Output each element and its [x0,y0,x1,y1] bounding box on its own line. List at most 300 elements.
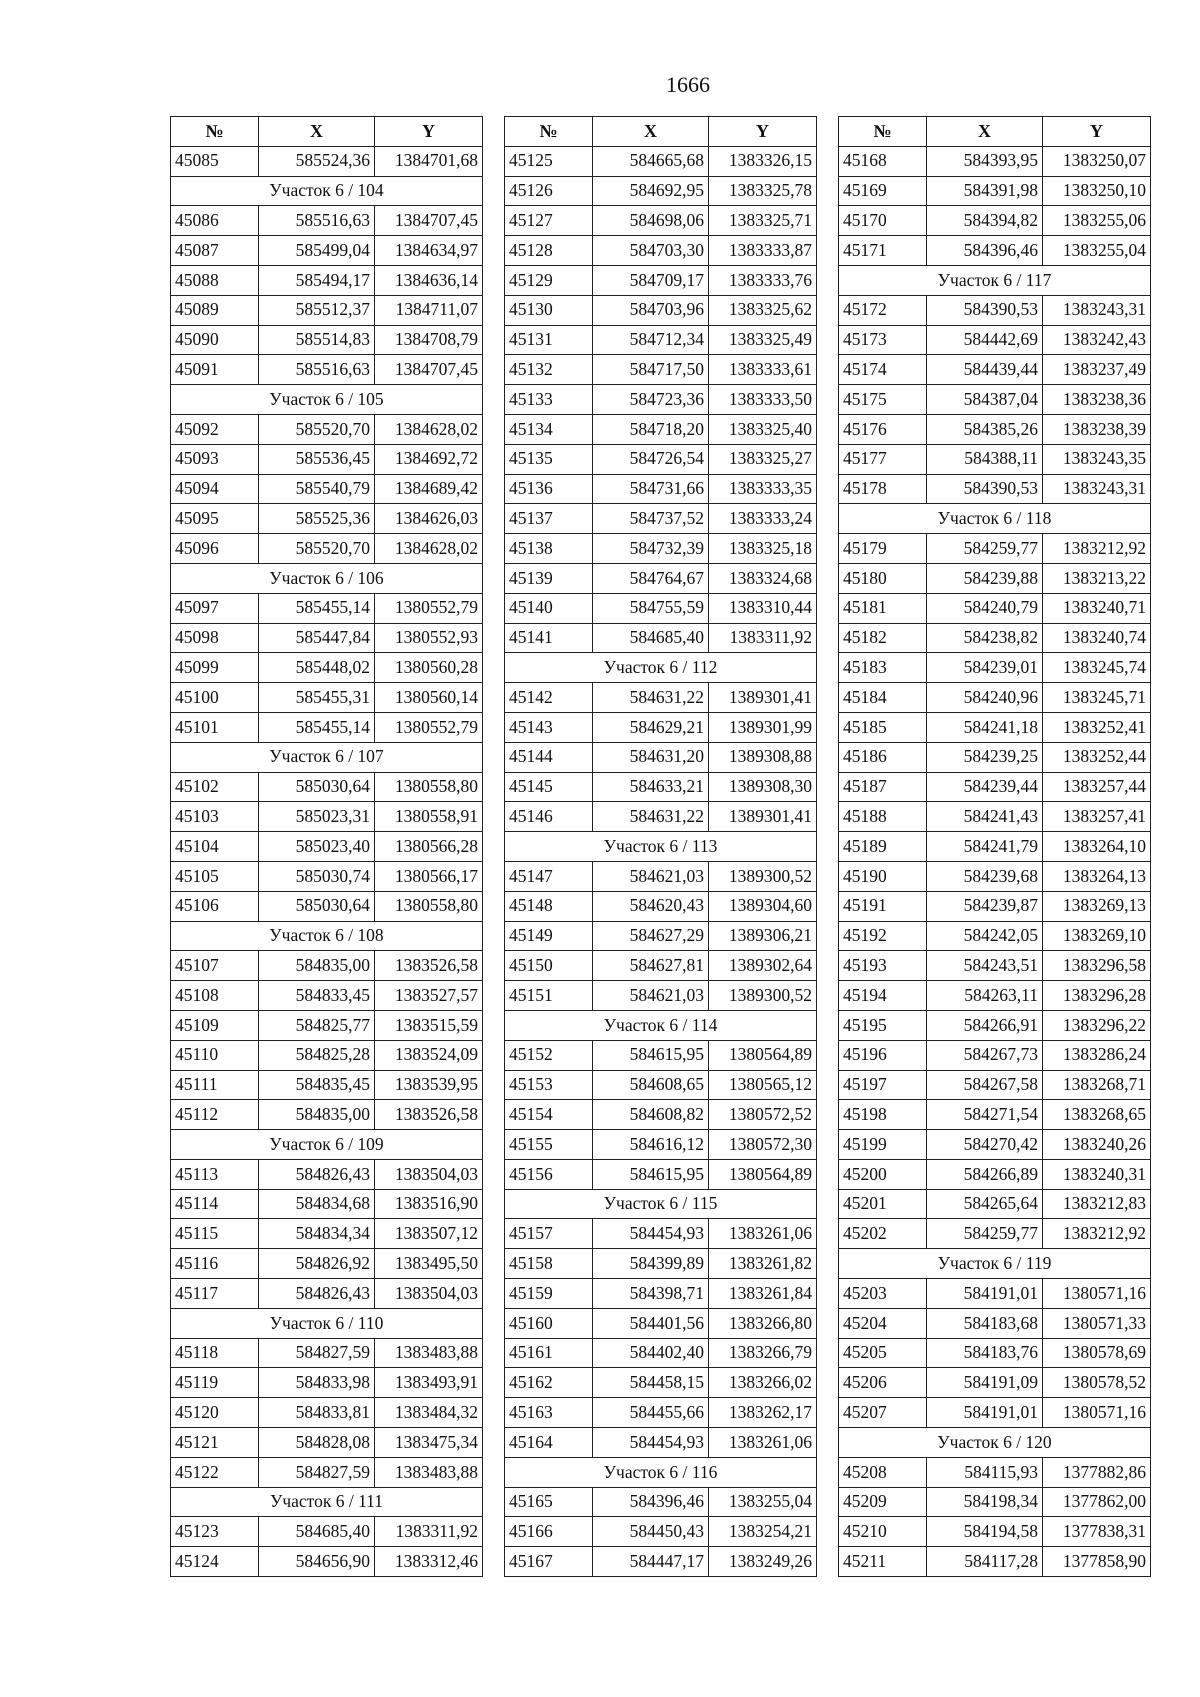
x-coordinate: 584385,26 [927,414,1043,444]
y-coordinate: 1384692,72 [375,444,483,474]
x-coordinate: 584390,53 [927,474,1043,504]
y-coordinate: 1380566,17 [375,861,483,891]
x-coordinate: 584401,56 [593,1308,709,1338]
table-row [171,1279,483,1309]
point-number: 45153 [505,1070,593,1100]
x-coordinate: 584393,95 [927,146,1043,176]
y-coordinate: 1389301,99 [709,712,817,742]
table-row [839,802,1151,832]
table-row [171,504,483,534]
point-number: 45163 [505,1398,593,1428]
point-number: 45192 [839,921,927,951]
point-number: 45134 [505,414,593,444]
x-coordinate: 584454,93 [593,1219,709,1249]
section-title: Участок 6 / 115 [505,1189,817,1219]
x-coordinate: 584833,98 [259,1368,375,1398]
point-number: 45122 [171,1457,259,1487]
point-number: 45113 [171,1159,259,1189]
table-row [171,1010,483,1040]
table-row [839,1010,1151,1040]
y-coordinate: 1383333,24 [709,504,817,534]
section-row [171,921,483,951]
section-title: Участок 6 / 111 [171,1487,483,1517]
x-coordinate: 584616,12 [593,1130,709,1160]
x-coordinate: 584239,25 [927,742,1043,772]
point-number: 45135 [505,444,593,474]
x-coordinate: 584703,96 [593,295,709,325]
x-coordinate: 584240,96 [927,683,1043,713]
table-row [505,504,817,534]
point-number: 45101 [171,712,259,742]
y-coordinate: 1383249,26 [709,1547,817,1577]
x-coordinate: 584398,71 [593,1279,709,1309]
point-number: 45129 [505,265,593,295]
x-coordinate: 584239,88 [927,563,1043,593]
x-coordinate: 584835,00 [259,951,375,981]
section-row [505,832,817,862]
x-coordinate: 584833,81 [259,1398,375,1428]
x-coordinate: 584394,82 [927,206,1043,236]
y-coordinate: 1389302,64 [709,951,817,981]
y-coordinate: 1383243,31 [1043,295,1151,325]
table-row [171,951,483,981]
x-coordinate: 584825,28 [259,1040,375,1070]
table-row [505,742,817,772]
table-row [839,1219,1151,1249]
point-number: 45092 [171,414,259,444]
point-number: 45172 [839,295,927,325]
y-coordinate: 1384626,03 [375,504,483,534]
point-number: 45103 [171,802,259,832]
y-coordinate: 1383483,88 [375,1338,483,1368]
table-row [505,265,817,295]
x-coordinate: 584194,58 [927,1517,1043,1547]
y-coordinate: 1380560,14 [375,683,483,713]
table-row [839,206,1151,236]
x-coordinate: 584266,89 [927,1159,1043,1189]
table-row [171,593,483,623]
y-coordinate: 1380571,16 [1043,1398,1151,1428]
x-coordinate: 585499,04 [259,236,375,266]
table-row [505,921,817,951]
y-coordinate: 1383310,44 [709,593,817,623]
table-row [505,176,817,206]
table-row [505,861,817,891]
point-number: 45170 [839,206,927,236]
y-coordinate: 1383243,35 [1043,444,1151,474]
x-coordinate: 584241,18 [927,712,1043,742]
y-coordinate: 1389301,41 [709,802,817,832]
point-number: 45099 [171,653,259,683]
table-row [839,1189,1151,1219]
table-row [505,891,817,921]
y-coordinate: 1384628,02 [375,414,483,444]
point-number: 45106 [171,891,259,921]
x-coordinate: 584615,95 [593,1040,709,1070]
table-row [839,653,1151,683]
point-number: 45186 [839,742,927,772]
table-row [505,414,817,444]
table-row [839,1040,1151,1070]
x-coordinate: 584267,58 [927,1070,1043,1100]
x-coordinate: 585030,64 [259,772,375,802]
table-row [839,951,1151,981]
point-number: 45108 [171,981,259,1011]
table-row [505,1279,817,1309]
section-title: Участок 6 / 106 [171,563,483,593]
x-coordinate: 584390,53 [927,295,1043,325]
table-row [505,325,817,355]
y-coordinate: 1389304,60 [709,891,817,921]
section-title: Участок 6 / 104 [171,176,483,206]
table-row [171,206,483,236]
y-coordinate: 1383254,21 [709,1517,817,1547]
table-row [171,981,483,1011]
y-coordinate: 1383261,06 [709,1219,817,1249]
y-coordinate: 1383255,04 [709,1487,817,1517]
section-row [171,176,483,206]
x-coordinate: 584835,00 [259,1100,375,1130]
section-title: Участок 6 / 109 [171,1130,483,1160]
y-coordinate: 1389300,52 [709,981,817,1011]
point-number: 45201 [839,1189,927,1219]
y-coordinate: 1383524,09 [375,1040,483,1070]
x-coordinate: 585455,14 [259,712,375,742]
y-coordinate: 1383266,02 [709,1368,817,1398]
point-number: 45174 [839,355,927,385]
section-row [839,504,1151,534]
y-coordinate: 1389301,41 [709,683,817,713]
y-coordinate: 1383484,32 [375,1398,483,1428]
x-coordinate: 584723,36 [593,385,709,415]
y-coordinate: 1383252,41 [1043,712,1151,742]
table-row [505,563,817,593]
x-coordinate: 584243,51 [927,951,1043,981]
x-coordinate: 584238,82 [927,623,1043,653]
y-coordinate: 1383504,03 [375,1159,483,1189]
x-coordinate: 585455,14 [259,593,375,623]
header-y: Y [1043,117,1151,147]
point-number: 45089 [171,295,259,325]
point-number: 45198 [839,1100,927,1130]
x-coordinate: 584115,93 [927,1457,1043,1487]
point-number: 45110 [171,1040,259,1070]
y-coordinate: 1380572,52 [709,1100,817,1130]
point-number: 45116 [171,1249,259,1279]
y-coordinate: 1384707,45 [375,206,483,236]
x-coordinate: 584191,01 [927,1398,1043,1428]
y-coordinate: 1380564,89 [709,1040,817,1070]
point-number: 45165 [505,1487,593,1517]
table-row [171,444,483,474]
y-coordinate: 1377838,31 [1043,1517,1151,1547]
y-coordinate: 1383475,34 [375,1428,483,1458]
coordinate-table-middle [504,116,816,1577]
point-number: 45137 [505,504,593,534]
table-row [839,295,1151,325]
section-title: Участок 6 / 108 [171,921,483,951]
x-coordinate: 584732,39 [593,534,709,564]
table-row [505,951,817,981]
section-row [171,1308,483,1338]
table-row [505,1487,817,1517]
x-coordinate: 584620,43 [593,891,709,921]
y-coordinate: 1383257,41 [1043,802,1151,832]
table-row [839,355,1151,385]
x-coordinate: 584633,21 [593,772,709,802]
point-number: 45211 [839,1547,927,1577]
table-row [839,683,1151,713]
y-coordinate: 1383504,03 [375,1279,483,1309]
x-coordinate: 584755,59 [593,593,709,623]
x-coordinate: 584399,89 [593,1249,709,1279]
point-number: 45107 [171,951,259,981]
x-coordinate: 584455,66 [593,1398,709,1428]
table-row [505,1130,817,1160]
y-coordinate: 1383286,24 [1043,1040,1151,1070]
point-number: 45130 [505,295,593,325]
x-coordinate: 584608,82 [593,1100,709,1130]
x-coordinate: 584834,68 [259,1189,375,1219]
point-number: 45105 [171,861,259,891]
x-coordinate: 585030,64 [259,891,375,921]
x-coordinate: 584835,45 [259,1070,375,1100]
x-coordinate: 584239,01 [927,653,1043,683]
x-coordinate: 584709,17 [593,265,709,295]
section-title: Участок 6 / 112 [505,653,817,683]
y-coordinate: 1383296,28 [1043,981,1151,1011]
table-row [505,981,817,1011]
y-coordinate: 1384628,02 [375,534,483,564]
point-number: 45200 [839,1159,927,1189]
x-coordinate: 584698,06 [593,206,709,236]
y-coordinate: 1383527,57 [375,981,483,1011]
y-coordinate: 1377862,00 [1043,1487,1151,1517]
y-coordinate: 1383333,61 [709,355,817,385]
y-coordinate: 1383212,92 [1043,1219,1151,1249]
section-title: Участок 6 / 105 [171,385,483,415]
point-number: 45091 [171,355,259,385]
section-row [171,385,483,415]
y-coordinate: 1383515,59 [375,1010,483,1040]
y-coordinate: 1383333,76 [709,265,817,295]
y-coordinate: 1383255,04 [1043,236,1151,266]
table-row [505,1070,817,1100]
section-row [171,1487,483,1517]
table-row [505,355,817,385]
y-coordinate: 1380552,79 [375,712,483,742]
y-coordinate: 1383526,58 [375,1100,483,1130]
table-row [505,474,817,504]
y-coordinate: 1383262,17 [709,1398,817,1428]
point-number: 45194 [839,981,927,1011]
point-number: 45148 [505,891,593,921]
table-row [171,1189,483,1219]
y-coordinate: 1383526,58 [375,951,483,981]
table-row [171,1428,483,1458]
x-coordinate: 585520,70 [259,534,375,564]
coordinate-table [838,116,1151,1577]
table-row [505,1249,817,1279]
x-coordinate: 584442,69 [927,325,1043,355]
x-coordinate: 584631,22 [593,802,709,832]
section-row [839,1428,1151,1458]
y-coordinate: 1383516,90 [375,1189,483,1219]
x-coordinate: 584259,77 [927,534,1043,564]
header-x: X [593,117,709,147]
x-coordinate: 584387,04 [927,385,1043,415]
point-number: 45205 [839,1338,927,1368]
y-coordinate: 1377882,86 [1043,1457,1151,1487]
x-coordinate: 585448,02 [259,653,375,683]
section-title: Участок 6 / 120 [839,1428,1151,1458]
y-coordinate: 1383245,74 [1043,653,1151,683]
y-coordinate: 1383324,68 [709,563,817,593]
y-coordinate: 1383266,80 [709,1308,817,1338]
point-number: 45168 [839,146,927,176]
x-coordinate: 584615,95 [593,1159,709,1189]
section-title: Участок 6 / 114 [505,1010,817,1040]
y-coordinate: 1384636,14 [375,265,483,295]
table-row [505,236,817,266]
table-row [839,1308,1151,1338]
table-row [171,534,483,564]
x-coordinate: 585455,31 [259,683,375,713]
y-coordinate: 1383296,58 [1043,951,1151,981]
point-number: 45104 [171,832,259,862]
x-coordinate: 584240,79 [927,593,1043,623]
x-coordinate: 584450,43 [593,1517,709,1547]
y-coordinate: 1383539,95 [375,1070,483,1100]
x-coordinate: 584388,11 [927,444,1043,474]
y-coordinate: 1383266,79 [709,1338,817,1368]
x-coordinate: 584764,67 [593,563,709,593]
y-coordinate: 1383261,82 [709,1249,817,1279]
point-number: 45156 [505,1159,593,1189]
header-y: Y [375,117,483,147]
table-row [171,1547,483,1577]
table-row [505,1338,817,1368]
section-title: Участок 6 / 116 [505,1457,817,1487]
point-number: 45111 [171,1070,259,1100]
y-coordinate: 1383261,84 [709,1279,817,1309]
y-coordinate: 1380565,12 [709,1070,817,1100]
y-coordinate: 1383255,06 [1043,206,1151,236]
table-row [505,593,817,623]
section-row [839,265,1151,295]
table-row [839,742,1151,772]
x-coordinate: 584737,52 [593,504,709,534]
point-number: 45160 [505,1308,593,1338]
table-row [505,385,817,415]
x-coordinate: 584827,59 [259,1338,375,1368]
point-number: 45171 [839,236,927,266]
x-coordinate: 584241,43 [927,802,1043,832]
table-row [505,683,817,713]
y-coordinate: 1380578,52 [1043,1368,1151,1398]
table-row [839,146,1151,176]
x-coordinate: 584825,77 [259,1010,375,1040]
table-header-row [839,117,1151,147]
table-row [171,1398,483,1428]
point-number: 45141 [505,623,593,653]
table-row [505,623,817,653]
x-coordinate: 584834,34 [259,1219,375,1249]
point-number: 45147 [505,861,593,891]
y-coordinate: 1383212,92 [1043,534,1151,564]
table-row [171,653,483,683]
x-coordinate: 584665,68 [593,146,709,176]
table-row [839,1100,1151,1130]
table-row [505,295,817,325]
table-row [171,1517,483,1547]
table-row [505,1159,817,1189]
point-number: 45164 [505,1428,593,1458]
point-number: 45191 [839,891,927,921]
y-coordinate: 1383252,44 [1043,742,1151,772]
y-coordinate: 1380564,89 [709,1159,817,1189]
section-row [505,1010,817,1040]
section-row [505,653,817,683]
table-row [839,1159,1151,1189]
y-coordinate: 1383240,26 [1043,1130,1151,1160]
x-coordinate: 584656,90 [259,1547,375,1577]
y-coordinate: 1380572,30 [709,1130,817,1160]
point-number: 45184 [839,683,927,713]
table-row [839,1517,1151,1547]
y-coordinate: 1383213,22 [1043,563,1151,593]
table-row [505,146,817,176]
y-coordinate: 1384634,97 [375,236,483,266]
section-title: Участок 6 / 110 [171,1308,483,1338]
table-row [171,1040,483,1070]
x-coordinate: 584447,17 [593,1547,709,1577]
x-coordinate: 585494,17 [259,265,375,295]
y-coordinate: 1383237,49 [1043,355,1151,385]
point-number: 45114 [171,1189,259,1219]
x-coordinate: 584402,40 [593,1338,709,1368]
point-number: 45155 [505,1130,593,1160]
point-number: 45136 [505,474,593,504]
y-coordinate: 1383269,13 [1043,891,1151,921]
point-number: 45208 [839,1457,927,1487]
y-coordinate: 1383333,87 [709,236,817,266]
table-row [839,623,1151,653]
point-number: 45178 [839,474,927,504]
x-coordinate: 584265,64 [927,1189,1043,1219]
x-coordinate: 584833,45 [259,981,375,1011]
x-coordinate: 584712,34 [593,325,709,355]
section-title: Участок 6 / 119 [839,1249,1151,1279]
y-coordinate: 1383242,43 [1043,325,1151,355]
point-number: 45121 [171,1428,259,1458]
x-coordinate: 585023,40 [259,832,375,862]
point-number: 45096 [171,534,259,564]
point-number: 45204 [839,1308,927,1338]
point-number: 45138 [505,534,593,564]
table-row [171,295,483,325]
y-coordinate: 1383507,12 [375,1219,483,1249]
x-coordinate: 584396,46 [927,236,1043,266]
x-coordinate: 584191,09 [927,1368,1043,1398]
header-x: X [259,117,375,147]
section-title: Участок 6 / 107 [171,742,483,772]
x-coordinate: 585536,45 [259,444,375,474]
x-coordinate: 585520,70 [259,414,375,444]
point-number: 45133 [505,385,593,415]
x-coordinate: 584726,54 [593,444,709,474]
y-coordinate: 1383495,50 [375,1249,483,1279]
